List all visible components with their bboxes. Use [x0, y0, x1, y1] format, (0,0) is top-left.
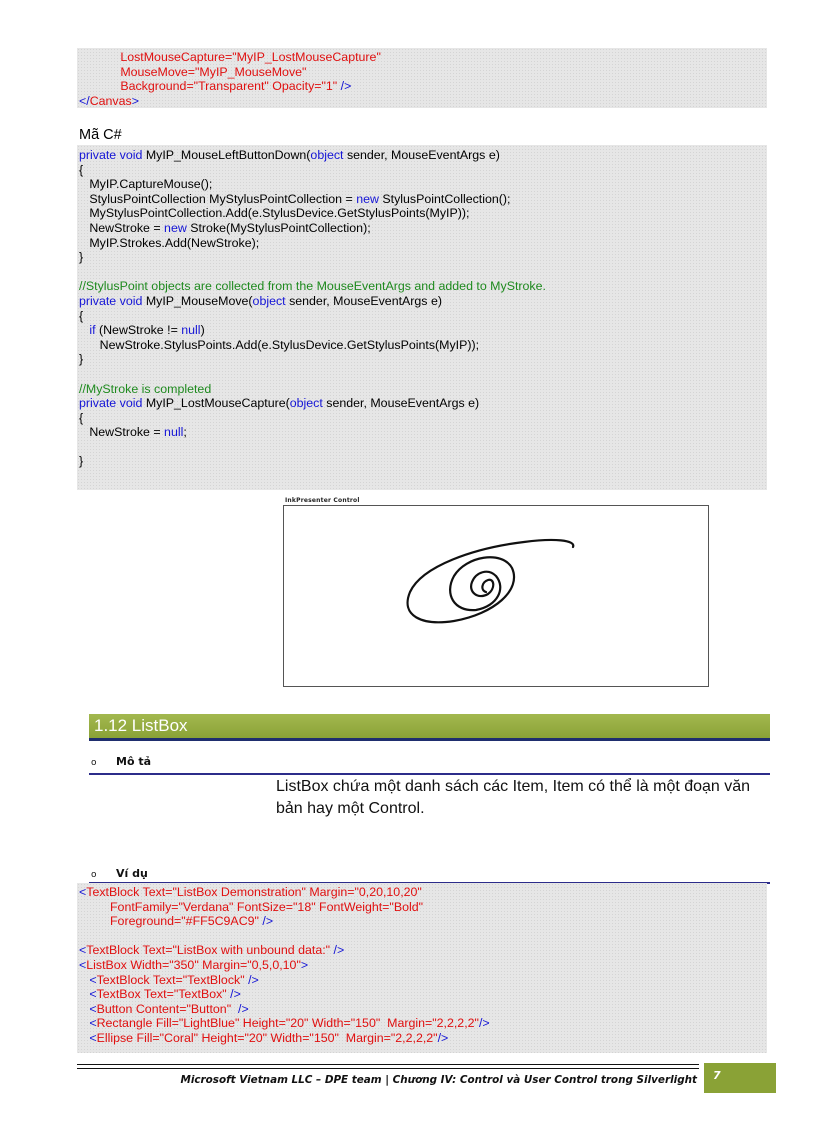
code-line [79, 440, 767, 455]
code-token: { [79, 308, 84, 323]
bullet-label-vi-du: Ví dụ [116, 867, 148, 880]
code-token: private void [79, 148, 146, 162]
code-token: MyIP.CaptureMouse(); [79, 177, 213, 192]
code-token: Width="350" Margin="0,5,0,10" [126, 957, 301, 972]
code-token [79, 323, 89, 337]
code-token: MyIP_MouseLeftButtonDown( [145, 148, 311, 162]
code-token: new [164, 220, 187, 235]
code-line [79, 192, 767, 207]
code-token: </ [79, 93, 90, 108]
code-token: private void [79, 293, 146, 308]
code-token: Foreground="#FF5C9AC9" [79, 914, 263, 929]
code-line [79, 148, 767, 163]
code-token: } [79, 454, 84, 469]
code-line [79, 1031, 767, 1046]
code-token: Content="Button" [132, 1001, 238, 1016]
code-token: Text="ListBox Demonstration" Margin="0,20,10,20" [139, 885, 422, 899]
code-token: { [79, 162, 84, 177]
section-heading-bar [89, 714, 770, 741]
code-token: Text="TextBlock" [149, 972, 249, 987]
code-token: /> [340, 79, 352, 94]
code-line [79, 914, 767, 929]
code-line [79, 396, 767, 411]
code-token: /> [333, 943, 345, 958]
code-line [79, 323, 767, 338]
footer-text: Microsoft Vietnam LLC – DPE team | Chương IV: Control và User Control trong Silverlight [180, 1074, 697, 1086]
code-line [79, 294, 767, 309]
listbox-description: ListBox chứa một danh sách các Item, Item có thể là một đoạn văn bản hay một Control. [276, 778, 751, 817]
footer-rule [77, 1064, 699, 1065]
code-token: Text="ListBox with unbound data:" [139, 943, 334, 958]
code-token: } [79, 352, 84, 367]
code-line [79, 885, 767, 900]
code-line [79, 221, 767, 236]
code-line [79, 382, 767, 397]
csharp-label: Mã C# [79, 127, 122, 143]
code-token: Fill="Coral" Height="20" Width="150" Margin="2,2,2,2" [133, 1030, 438, 1045]
code-token: //MyStroke is completed [79, 381, 212, 396]
code-token: /> [248, 972, 259, 987]
code-block-csharp [77, 145, 767, 490]
code-token: /> [230, 987, 241, 1002]
code-token: NewStroke = [79, 220, 165, 235]
code-token: null [164, 425, 184, 440]
code-line [79, 929, 767, 944]
code-token: Rectangle [96, 1016, 153, 1031]
code-line [79, 94, 767, 109]
code-line [79, 50, 767, 65]
code-token: //StylusPoint objects are collected from the MouseEventArgs and added to MyStroke. [79, 279, 546, 294]
code-token: < [79, 1016, 97, 1031]
code-token: if [89, 323, 96, 338]
code-token: FontFamily="Verdana" FontSize="18" FontWeight="Bold" [79, 899, 424, 914]
inkpresenter-caption: InkPresenter Control [285, 497, 360, 504]
code-token: object [252, 293, 286, 308]
code-line [79, 250, 767, 265]
section-title: 1.12 ListBox [94, 716, 188, 735]
code-token: Background="Transparent" Opacity="1" [120, 79, 341, 94]
code-line [79, 265, 767, 280]
code-token [79, 79, 120, 93]
code-block-xaml-canvas [77, 48, 767, 108]
code-line [79, 163, 767, 178]
code-token: { [79, 410, 84, 425]
code-token: /> [238, 1001, 249, 1016]
code-token: < [79, 957, 87, 972]
ink-spiral-drawing [284, 506, 708, 686]
code-token: > [300, 957, 309, 972]
bullet-mo-ta [91, 755, 151, 768]
code-token: TextBlock [86, 943, 140, 958]
code-token: > [131, 93, 139, 108]
code-line [79, 973, 767, 988]
code-token: TextBox [96, 987, 141, 1002]
code-token: Text="TextBox" [140, 987, 231, 1002]
code-token: LostMouseCapture="MyIP_LostMouseCapture" [120, 50, 381, 64]
code-line [79, 367, 767, 382]
code-token: sender, MouseEventArgs e) [285, 293, 442, 308]
code-line [79, 987, 767, 1002]
code-token: Ellipse [96, 1030, 134, 1045]
code-line [79, 1002, 767, 1017]
code-token: < [79, 1030, 97, 1045]
code-token: Canvas [89, 93, 132, 108]
code-token: /> [262, 914, 274, 929]
code-line [79, 454, 767, 469]
code-token: /> [437, 1030, 449, 1045]
code-line [79, 279, 767, 294]
code-token: private void [79, 396, 146, 411]
code-token: TextBlock [96, 972, 150, 987]
code-token: < [79, 1001, 97, 1016]
code-token: MouseMove="MyIP_MouseMove" [120, 64, 307, 79]
code-token: ListBox [86, 957, 127, 972]
page-number-badge [704, 1063, 776, 1093]
code-line [79, 1016, 767, 1031]
code-line [79, 425, 767, 440]
code-token [79, 50, 120, 64]
code-line [79, 943, 767, 958]
code-token: MyIP_MouseMove( [145, 293, 253, 308]
code-token: TextBlock [86, 885, 140, 899]
code-line [79, 177, 767, 192]
code-line [79, 206, 767, 221]
bullet-marker: o [91, 758, 97, 768]
code-token: MyIP_LostMouseCapture( [145, 396, 290, 411]
code-token: Stroke(MyStylusPointCollection); [186, 220, 371, 235]
code-token: < [79, 885, 87, 899]
code-line [79, 411, 767, 426]
code-token: < [79, 943, 87, 958]
bullet-vi-du [91, 867, 148, 880]
code-line [79, 79, 767, 94]
code-token: Button [96, 1001, 133, 1016]
footer-rule [77, 1068, 699, 1069]
code-token: ; [183, 425, 187, 440]
code-token: sender, MouseEventArgs e) [322, 396, 480, 411]
code-token: StylusPointCollection MyStylusPointCollection = [79, 191, 357, 206]
code-token: object [310, 148, 344, 162]
divider-rule [89, 773, 770, 775]
code-line [79, 338, 767, 353]
code-line [79, 352, 767, 367]
code-token: /> [478, 1016, 490, 1031]
inkpresenter-screenshot [283, 505, 709, 687]
code-token: Fill="LightBlue" Height="20" Width="150" Margin="2,2,2,2" [152, 1016, 479, 1031]
code-line [79, 236, 767, 251]
code-block-xaml-listbox [77, 883, 767, 1053]
code-token: sender, MouseEventArgs e) [343, 148, 500, 162]
code-token: ) [200, 323, 205, 338]
code-token: StylusPointCollection(); [378, 191, 511, 206]
code-token: MyIP.Strokes.Add(NewStroke); [79, 235, 260, 250]
code-token: NewStroke.StylusPoints.Add(e.StylusDevice.GetStylusPoints(MyIP)); [79, 337, 480, 352]
code-token: MyStylusPointCollection.Add(e.StylusDevice.GetStylusPoints(MyIP)); [79, 206, 470, 221]
code-token: NewStroke = [79, 425, 165, 440]
code-token [79, 65, 120, 79]
code-line [79, 65, 767, 80]
bullet-label-mo-ta: Mô tả [116, 755, 152, 768]
code-token: object [289, 396, 323, 411]
bullet-marker: o [91, 870, 97, 880]
code-token: null [181, 323, 201, 338]
code-token: } [79, 250, 84, 265]
code-token: new [356, 191, 379, 206]
code-line [79, 900, 767, 915]
code-line [79, 958, 767, 973]
code-line [79, 309, 767, 324]
page-number: 7 [713, 1069, 721, 1082]
code-token: < [79, 987, 97, 1002]
code-token: < [79, 972, 97, 987]
code-token: (NewStroke != [95, 323, 182, 338]
